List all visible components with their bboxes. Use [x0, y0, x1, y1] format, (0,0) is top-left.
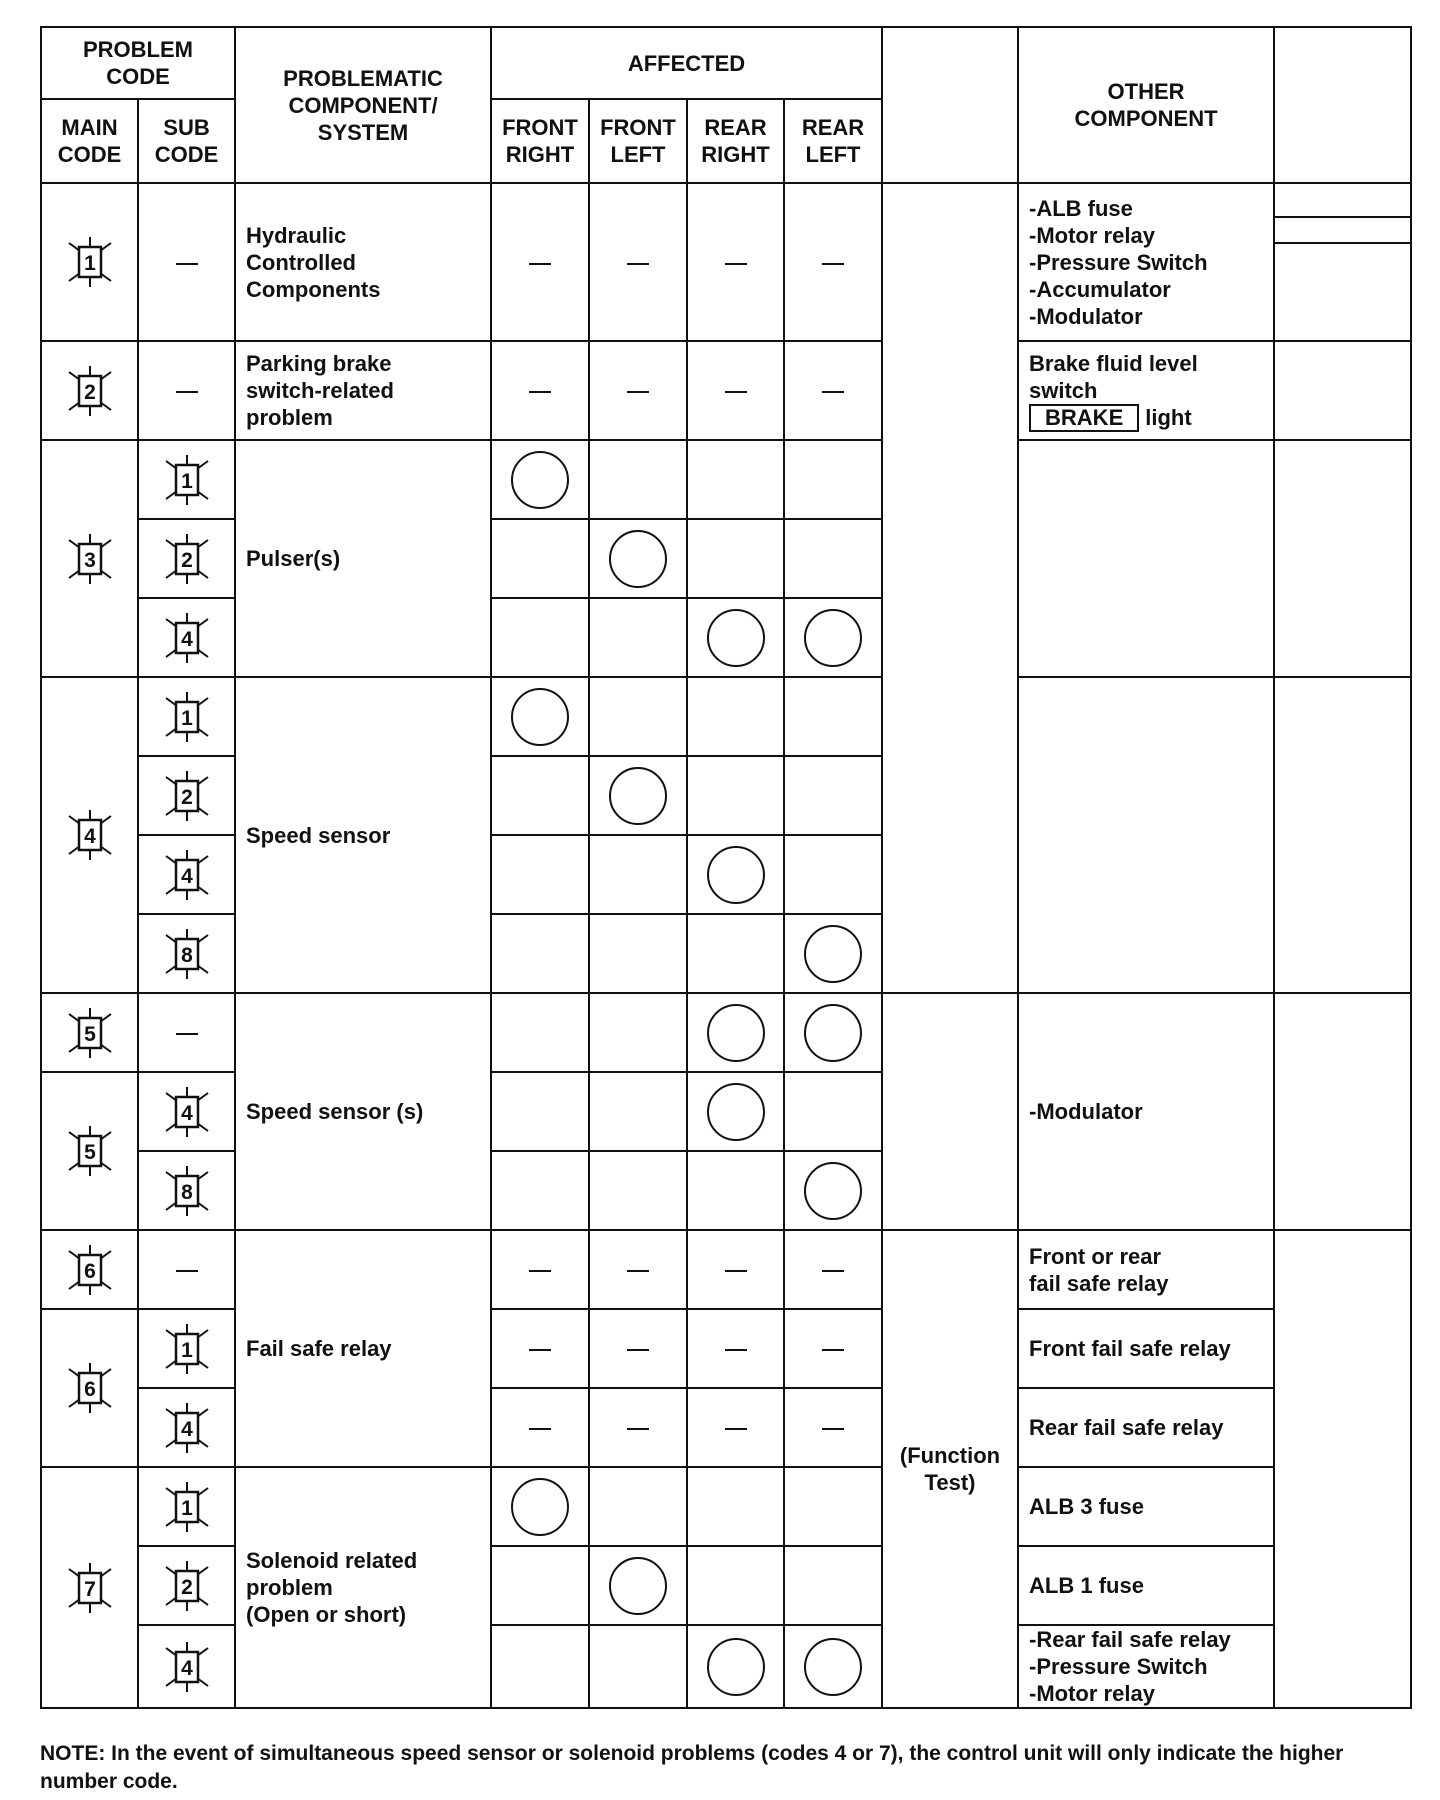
problem-code-table [40, 26, 1412, 1709]
dash-mark [822, 263, 844, 265]
dash-mark [529, 1270, 551, 1272]
indicator-lamp-icon [164, 771, 210, 821]
other-component-cell [1018, 677, 1274, 993]
affected-circle [707, 1638, 765, 1696]
indicator-lamp-icon [164, 850, 210, 900]
sub-code-cell [138, 1625, 235, 1708]
sub-code-cell [138, 1309, 235, 1388]
dash-mark [627, 391, 649, 393]
indicator-lamp-icon [67, 1245, 113, 1295]
indicator-lamp-icon [67, 810, 113, 860]
svg-text:2: 2 [180, 1575, 193, 1599]
sub-code-cell [138, 1546, 235, 1625]
front-right-cell [491, 183, 589, 341]
dash-mark [176, 263, 198, 265]
indicator-lamp-icon [67, 366, 113, 416]
dash-mark [529, 391, 551, 393]
header-front-right: FRONT RIGHT [491, 99, 589, 183]
indicator-lamp-icon [164, 929, 210, 979]
component-cell: Pulser(s) [235, 440, 491, 677]
affected-circle [804, 1162, 862, 1220]
svg-text:6: 6 [83, 1259, 96, 1283]
svg-text:1: 1 [180, 706, 193, 730]
table-row [41, 1230, 1411, 1309]
table-row [41, 677, 1411, 756]
indicator-lamp-icon [67, 1363, 113, 1413]
indicator-lamp-icon [164, 1324, 210, 1374]
svg-text:8: 8 [180, 1180, 193, 1204]
header-front-left: FRONT LEFT [589, 99, 687, 183]
blank-right-cell [1274, 440, 1411, 677]
main-code-cell [41, 183, 138, 341]
component-cell: Fail safe relay [235, 1230, 491, 1467]
dash-mark [725, 263, 747, 265]
front-right-cell [491, 341, 589, 440]
dash-mark [627, 1428, 649, 1430]
svg-text:2: 2 [180, 548, 193, 572]
sub-code-cell [138, 993, 235, 1072]
svg-text:7: 7 [83, 1577, 96, 1601]
svg-text:4: 4 [180, 1417, 193, 1441]
sub-code-cell [138, 519, 235, 598]
dash-mark [627, 1270, 649, 1272]
sub-code-cell [138, 440, 235, 519]
rear-right-cell [687, 183, 784, 341]
svg-text:4: 4 [180, 864, 193, 888]
component-cell: Parking brake switch-related problem [235, 341, 491, 440]
other-component-cell: -Rear fail safe relay -Pressure Switch -Motor relay [1018, 1625, 1274, 1708]
sub-code-cell [138, 914, 235, 993]
svg-text:1: 1 [180, 469, 193, 493]
table-row [41, 1467, 1411, 1546]
affected-circle [804, 925, 862, 983]
svg-text:4: 4 [83, 825, 96, 848]
dash-mark [627, 263, 649, 265]
sub-code-cell [138, 677, 235, 756]
svg-text:4: 4 [180, 627, 193, 651]
component-cell: Speed sensor (s) [235, 993, 491, 1230]
dash-mark [529, 1349, 551, 1351]
svg-text:1: 1 [180, 1338, 193, 1362]
dash-mark [725, 1428, 747, 1430]
svg-text:6: 6 [83, 1378, 96, 1401]
affected-circle [707, 1004, 765, 1062]
affected-circle [511, 688, 569, 746]
dash-mark [176, 1033, 198, 1035]
affected-circle [609, 530, 667, 588]
indicator-lamp-icon [164, 692, 210, 742]
blank-col-cell [882, 183, 1018, 993]
dash-mark [176, 1270, 198, 1272]
dash-mark [176, 391, 198, 393]
table-row [41, 341, 1411, 440]
other-component-cell: Front fail safe relay [1018, 1309, 1274, 1388]
rear-right-cell [687, 341, 784, 440]
main-code-cell [41, 440, 138, 677]
brake-light-label: BRAKE [1029, 404, 1139, 432]
indicator-lamp-icon [67, 534, 113, 584]
dash-mark [725, 391, 747, 393]
blank-right-cell [1274, 183, 1411, 341]
header-sub-code: SUB CODE [138, 99, 235, 183]
other-component-cell: ALB 1 fuse [1018, 1546, 1274, 1625]
indicator-lamp-icon [67, 1126, 113, 1176]
svg-text:1: 1 [180, 1496, 193, 1520]
table-row [41, 440, 1411, 519]
dash-mark [529, 1428, 551, 1430]
main-code-cell [41, 341, 138, 440]
indicator-lamp-icon [67, 237, 113, 287]
dash-mark [822, 1428, 844, 1430]
other-component-cell: Rear fail safe relay [1018, 1388, 1274, 1467]
indicator-lamp-icon [67, 1563, 113, 1613]
blank-right-cell [1274, 341, 1411, 440]
affected-circle [804, 609, 862, 667]
header-blank-right [1274, 27, 1411, 183]
svg-text:2: 2 [180, 785, 193, 809]
header-rear-right: REAR RIGHT [687, 99, 784, 183]
main-code-cell [41, 1467, 138, 1708]
sub-code-cell [138, 1388, 235, 1467]
trouble-code-table-container [40, 26, 1410, 1709]
sub-code-cell [138, 1467, 235, 1546]
sub-code-cell [138, 341, 235, 440]
dash-mark [529, 263, 551, 265]
svg-text:4: 4 [180, 1656, 193, 1680]
header-blank-col [882, 27, 1018, 183]
dash-mark [822, 1270, 844, 1272]
sub-code-cell [138, 835, 235, 914]
indicator-lamp-icon [164, 1482, 210, 1532]
header-other-component: OTHER COMPONENT [1018, 27, 1274, 183]
sub-code-cell [138, 1230, 235, 1309]
component-cell: Speed sensor [235, 677, 491, 993]
indicator-lamp-icon [164, 1087, 210, 1137]
svg-text:1: 1 [83, 252, 96, 275]
header-affected: AFFECTED [491, 27, 882, 99]
sub-code-cell [138, 183, 235, 341]
svg-text:3: 3 [83, 548, 96, 572]
indicator-lamp-icon [164, 1561, 210, 1611]
component-cell: Solenoid related problem (Open or short) [235, 1467, 491, 1708]
component-cell: Hydraulic Controlled Components [235, 183, 491, 341]
main-code-cell [41, 993, 138, 1072]
main-code-cell [41, 677, 138, 993]
header-main-code: MAIN CODE [41, 99, 138, 183]
table-row [41, 993, 1411, 1072]
other-component-cell: Front or rear fail safe relay [1018, 1230, 1274, 1309]
sub-code-cell [138, 756, 235, 835]
indicator-lamp-icon [164, 534, 210, 584]
front-left-cell [589, 341, 687, 440]
indicator-lamp-icon [164, 613, 210, 663]
indicator-lamp-icon [164, 1403, 210, 1453]
svg-text:5: 5 [83, 1022, 96, 1046]
rear-left-cell [784, 183, 882, 341]
dash-mark [725, 1270, 747, 1272]
header-problem-code: PROBLEM CODE [41, 27, 235, 99]
affected-circle [707, 609, 765, 667]
svg-text:8: 8 [180, 943, 193, 967]
affected-circle [707, 846, 765, 904]
blank-right-cell [1274, 993, 1411, 1230]
affected-circle [511, 451, 569, 509]
sub-code-cell [138, 598, 235, 677]
other-component-cell: -ALB fuse -Motor relay -Pressure Switch -Accumulator -Modulator [1018, 183, 1274, 341]
affected-circle [804, 1638, 862, 1696]
main-code-cell [41, 1072, 138, 1230]
other-component-cell: -Modulator [1018, 993, 1274, 1230]
dash-mark [822, 1349, 844, 1351]
affected-circle [609, 767, 667, 825]
header-rear-left: REAR LEFT [784, 99, 882, 183]
svg-text:4: 4 [180, 1101, 193, 1125]
affected-circle [609, 1557, 667, 1615]
indicator-lamp-icon [164, 1642, 210, 1692]
dash-mark [627, 1349, 649, 1351]
main-code-cell [41, 1309, 138, 1467]
svg-text:5: 5 [83, 1141, 96, 1164]
dash-mark [822, 391, 844, 393]
front-left-cell [589, 183, 687, 341]
other-component-cell: Brake fluid level switch BRAKE light [1018, 341, 1274, 440]
other-component-cell [1018, 440, 1274, 677]
indicator-lamp-icon [164, 455, 210, 505]
footnote: NOTE: In the event of simultaneous speed sensor or solenoid problems (codes 4 or 7), the control unit will only indicate the higher number code. [40, 1742, 1344, 1793]
header-problematic-component: PROBLEMATIC COMPONENT/ SYSTEM [235, 27, 491, 183]
indicator-lamp-icon [67, 1008, 113, 1058]
affected-circle [511, 1478, 569, 1536]
blank-right-cell [1274, 677, 1411, 993]
function-test-cell: (Function Test) [882, 1230, 1018, 1708]
sub-code-cell [138, 1151, 235, 1230]
other-component-cell: ALB 3 fuse [1018, 1467, 1274, 1546]
rear-left-cell [784, 341, 882, 440]
sub-code-cell [138, 1072, 235, 1151]
affected-circle [707, 1083, 765, 1141]
table-row [41, 183, 1411, 341]
svg-text:2: 2 [83, 380, 96, 404]
main-code-cell [41, 1230, 138, 1309]
blank-col-cell [882, 993, 1018, 1230]
dash-mark [725, 1349, 747, 1351]
indicator-lamp-icon [164, 1166, 210, 1216]
affected-circle [804, 1004, 862, 1062]
blank-right-cell [1274, 1230, 1411, 1708]
